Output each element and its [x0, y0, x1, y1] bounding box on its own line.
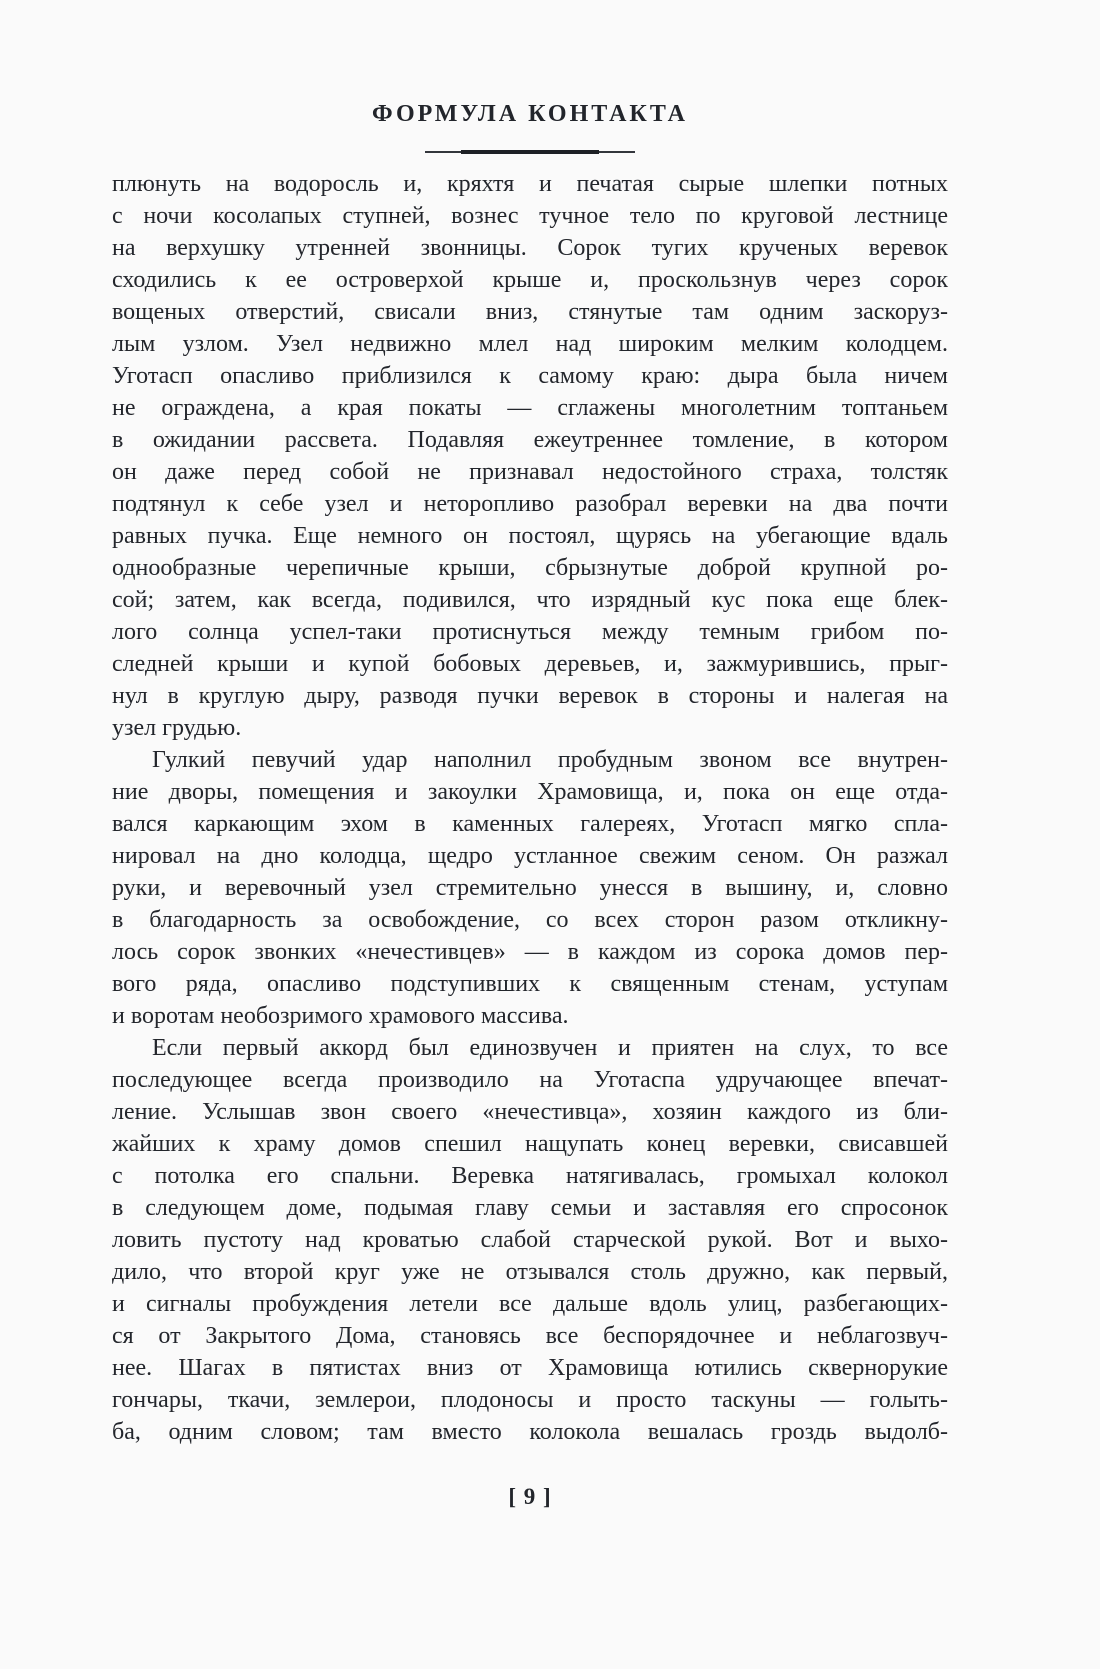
text-line: жайших к храму домов спешил нащупать конец веревки, свисавшей: [112, 1131, 948, 1157]
text-line: руки, и веревочный узел стремительно унесся в вышину, и, словно: [112, 875, 948, 901]
text-line: сой; затем, как всегда, подивился, что изрядный кус пока еще блек-: [112, 587, 948, 613]
text-line: в следующем доме, подымая главу семьи и заставляя его спросонок: [112, 1195, 948, 1221]
rule-right-segment: [599, 151, 635, 153]
page-number: [ 9 ]: [508, 1484, 552, 1509]
text-line: ние дворы, помещения и закоулки Храмовища, и, пока он еще отда-: [112, 779, 948, 805]
text-line: нул в круглую дыру, разводя пучки веревок в стороны и налегая на: [112, 683, 948, 709]
text-line: гончары, ткачи, землерои, плодоносы и просто таскуны — голыть-: [112, 1387, 948, 1413]
text-line: плюнуть на водоросль и, кряхтя и печатая сырые шлепки потных: [112, 171, 948, 197]
text-line: лого солнца успел-таки протиснуться между темным грибом по-: [112, 619, 948, 645]
text-line: следней крыши и купой бобовых деревьев, и, зажмурившись, прыг-: [112, 651, 948, 677]
text-line: и сигналы пробуждения летели все дальше вдоль улиц, разбегающих-: [112, 1291, 948, 1317]
text-line: ба, одним словом; там вместо колокола вешалась гроздь выдолб-: [112, 1419, 948, 1445]
text-line: на верхушку утренней звонницы. Сорок тугих крученых веревок: [112, 235, 948, 261]
text-line: вого ряда, опасливо подступивших к священным стенам, уступам: [112, 971, 948, 997]
text-line: в ожидании рассвета. Подавляя ежеутреннее томление, в котором: [112, 427, 948, 453]
text-line: ловить пустоту над кроватью слабой старческой рукой. Вот и выхо-: [112, 1227, 948, 1253]
header-rule: [112, 149, 948, 154]
text-line: в благодарность за освобождение, со всех сторон разом откликну-: [112, 907, 948, 933]
running-head-title: ФОРМУЛА КОНТАКТА: [372, 101, 688, 127]
text-line: лым узлом. Узел недвижно млел над широким мелким колодцем.: [112, 331, 948, 357]
text-line: нее. Шагах в пятистах вниз от Храмовища ютились сквернорукие: [112, 1355, 948, 1381]
text-line: Уготасп опасливо приблизился к самому краю: дыра была ничем: [112, 363, 948, 389]
text-line: равных пучка. Еще немного он постоял, щурясь на убегающие вдаль: [112, 523, 948, 549]
rule-center-segment: [461, 150, 599, 154]
text-line: не ограждена, а края покаты — сглажены многолетним топтаньем: [112, 395, 948, 421]
text-line: дило, что второй круг уже не отзывался столь дружно, как первый,: [112, 1259, 948, 1285]
text-line: Гулкий певучий удар наполнил пробудным звоном все внутрен-: [152, 747, 948, 773]
text-line: сходились к ее островерхой крыше и, проскользнув через сорок: [112, 267, 948, 293]
text-line: с потолка его спальни. Веревка натягивалась, громыхал колокол: [112, 1163, 948, 1189]
body-text: [112, 168, 948, 1448]
text-line: с ночи косолапых ступней, вознес тучное тело по круговой лестнице: [112, 203, 948, 229]
text-line: узел грудью.: [112, 715, 242, 741]
text-line: и воротам необозримого храмового массива.: [112, 1003, 569, 1029]
text-line: лось сорок звонких «нечестивцев» — в каждом из сорока домов пер-: [112, 939, 948, 965]
rule-left-segment: [425, 151, 461, 153]
text-line: последующее всегда производило на Уготаспа удручающее впечат-: [112, 1067, 948, 1093]
text-line: ление. Услышав звон своего «нечестивца», хозяин каждого из бли-: [112, 1099, 948, 1125]
text-line: вощеных отверстий, свисали вниз, стянутые там одним заскоруз-: [112, 299, 948, 325]
text-line: вался каркающим эхом в каменных галереях, Уготасп мягко спла-: [112, 811, 948, 837]
text-line: ся от Закрытого Дома, становясь все беспорядочнее и неблагозвуч-: [112, 1323, 948, 1349]
text-line: однообразные черепичные крыши, сбрызнутые доброй крупной ро-: [112, 555, 948, 581]
text-line: Если первый аккорд был единозвучен и приятен на слух, то все: [152, 1035, 948, 1061]
text-line: нировал на дно колодца, щедро устланное свежим сеном. Он разжал: [112, 843, 948, 869]
text-line: подтянул к себе узел и неторопливо разобрал веревки на два почти: [112, 491, 948, 517]
text-line: он даже перед собой не признавал недостойного страха, толстяк: [112, 459, 948, 485]
